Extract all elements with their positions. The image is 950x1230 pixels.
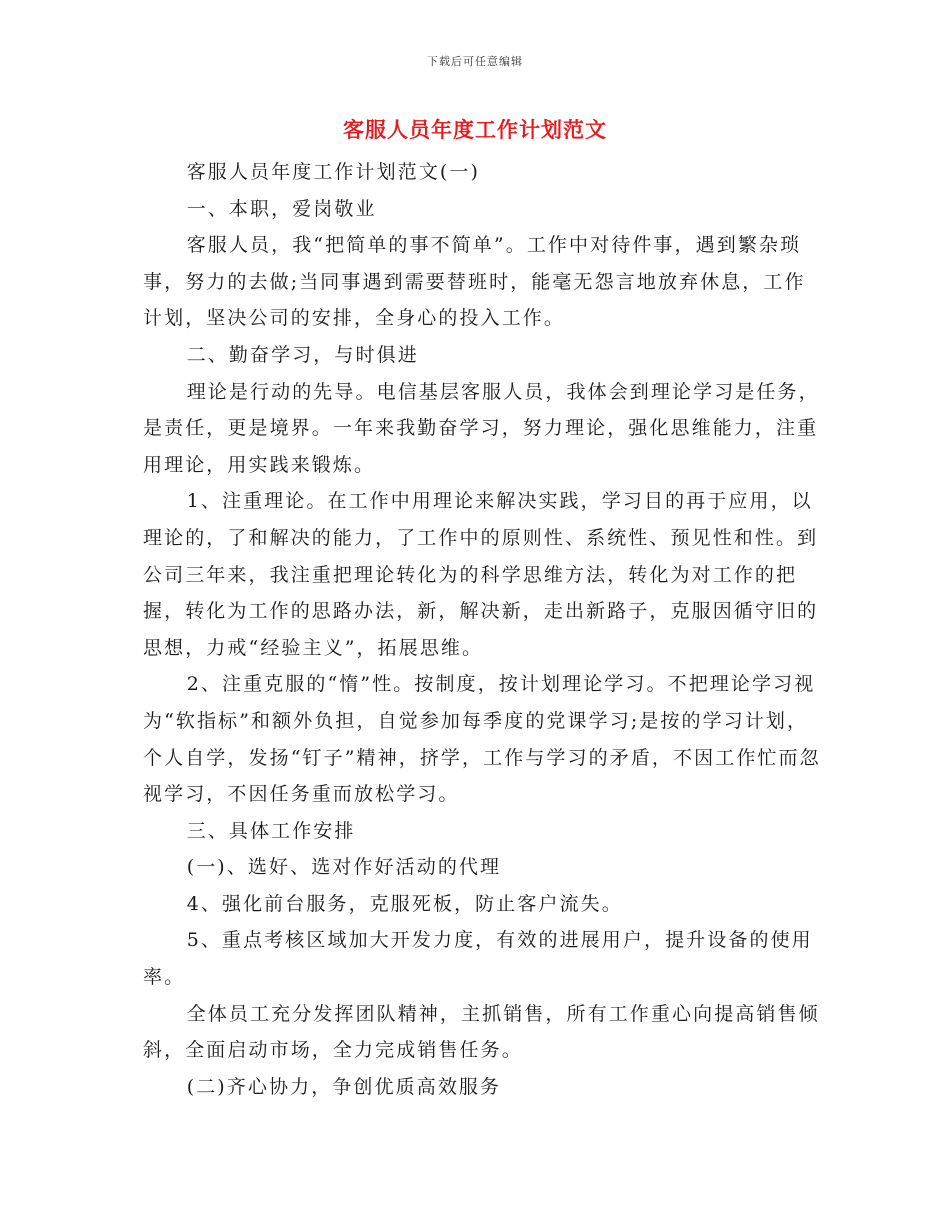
paragraph-subtitle: 客服人员年度工作计划范文(一)	[186, 161, 481, 183]
section-heading-3: 三、具体工作安排	[186, 819, 356, 842]
section-heading-2: 二、勤奋学习，与时俱进	[186, 343, 419, 366]
paragraph: 2、注重克服的“惰”性。按制度，按计划理论学习。不把理论学习视为“软指标”和额外负担，自觉参加每季度的党课学习;是按的学习计划，个人自学，发扬“钉子”精神，挤学，工作与学习的矛盾，不因工作忙而忽视学习，不因任务重而放松学习。	[143, 673, 821, 806]
sub-heading: (一)、选好、选对作好活动的代理	[186, 856, 502, 879]
header-note: 下载后可任意编辑	[427, 55, 523, 68]
document-body	[143, 154, 823, 1105]
section-heading-1: 一、本职，爱岗敬业	[186, 197, 377, 220]
paragraph: 4、强化前台服务，克服死板，防止客户流失。	[186, 892, 623, 915]
paragraph: 客服人员，我“把简单的事不简单”。工作中对待件事，遇到繁杂琐事，努力的去做;当同事遇到需要替班时，能毫无怨言地放弃休息，工作计划，坚决公司的安排，全身心的投入工作。	[143, 234, 806, 330]
sub-heading: (二)齐心协力，争创优质高效服务	[186, 1075, 502, 1098]
document-title: 客服人员年度工作计划范文	[343, 117, 607, 142]
paragraph: 5、重点考核区域加大开发力度，有效的进展用户，提升设备的使用率。	[143, 929, 813, 989]
paragraph: 理论是行动的先导。电信基层客服人员，我体会到理论学习是任务，是责任，更是境界。一年来我勤奋学习，努力理论，强化思维能力，注重用理论，用实践来锻炼。	[143, 380, 820, 476]
paragraph: 1、注重理论。在工作中用理论来解决实践，学习目的再于应用，以理论的，了和解决的能力，了工作中的原则性、系统性、预见性和性。到公司三年来，我注重把理论转化为的科学思维方法，转化为对工作的把握，转化为工作的思路办法，新，解决新，走出新路子，克服因循守旧的思想，力戒“经验主义”，拓展思维。	[143, 490, 819, 659]
paragraph: 全体员工充分发挥团队精神，主抓销售，所有工作重心向提高销售倾斜，全面启动市场，全力完成销售任务。	[143, 1002, 820, 1062]
